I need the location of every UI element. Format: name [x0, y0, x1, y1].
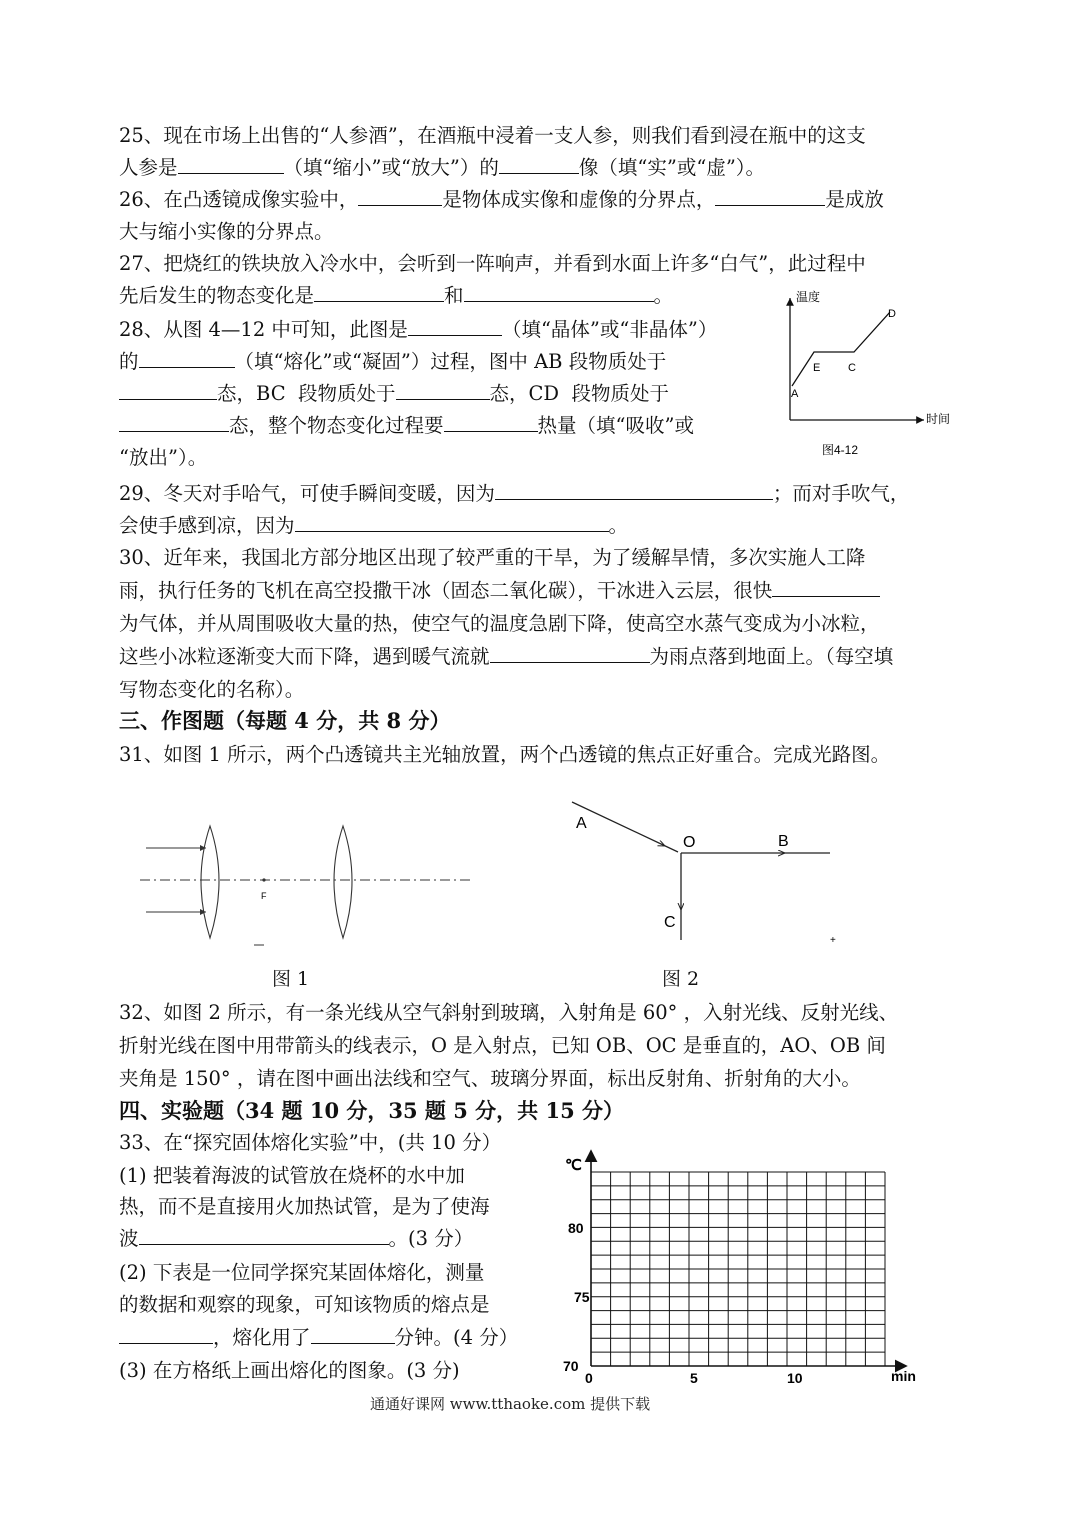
q25-line1: 25、现在市场上出售的“人参酒”，在酒瓶中浸着一支人参，则我们看到浸在瓶中的这支 — [119, 124, 866, 147]
q30-text: 为雨点落到地面上。（每空填 — [649, 645, 894, 668]
q33-line4 — [119, 1224, 473, 1254]
label-o: O — [683, 834, 696, 851]
q28-text: 态，BC 段物质处于 — [217, 382, 396, 405]
q30-line4 — [119, 642, 893, 672]
q30-text: 这些小冰粒逐渐变大而下降，遇到暖气流就 — [119, 645, 490, 668]
q30-text: 雨，执行任务的飞机在高空投撒干冰（固态二氧化碳），干冰进入云层，很快 — [119, 579, 773, 602]
focus-point — [262, 878, 265, 881]
q30-blank-1[interactable] — [772, 577, 880, 597]
q31-text: 31、如图 1 所示，两个凸透镜共主光轴放置，两个凸透镜的焦点正好重合。完成光路图。 — [119, 743, 891, 766]
q30-line3: 为气体，并从周围吸收大量的热，使空气的温度急剧下降，使高空水蒸气变成为小冰粒， — [119, 612, 880, 635]
q26-text: 26、在凸透镜成像实验中， — [119, 188, 359, 211]
figure-2-rays — [570, 800, 850, 950]
grid-lines — [591, 1172, 885, 1366]
figure-1-caption: 图 1 — [272, 968, 310, 990]
q28-blank-6[interactable] — [444, 412, 538, 432]
grid-x-label-0: 0 — [585, 1370, 593, 1386]
grid-y-unit: ℃ — [565, 1157, 582, 1174]
q26-line2: 大与缩小实像的分界点。 — [119, 220, 334, 243]
q27-text: 和 — [444, 284, 464, 307]
q29-blank-1[interactable] — [495, 480, 773, 500]
q33-line8: (3) 在方格纸上画出熔化的图象。(3 分) — [119, 1359, 460, 1382]
q28-text: 态，整个物态变化过程要 — [229, 414, 444, 437]
q28-text: （填“熔化”或“凝固”）过程，图中 AB 段物质处于 — [234, 350, 667, 373]
q26-blank-2[interactable] — [715, 186, 825, 206]
y-axis-label: 温度 — [796, 290, 821, 304]
point-e-label: E — [813, 362, 821, 374]
grid-y-label-75: 75 — [574, 1289, 590, 1305]
figure-1-lenses — [140, 820, 480, 960]
q28-text: 28、从图 4—12 中可知，此图是 — [119, 318, 408, 341]
q30-line1: 30、近年来，我国北方部分地区出现了较严重的干旱，为了缓解旱情，多次实施人工降 — [119, 546, 866, 569]
q25-text: 人参是 — [119, 156, 178, 179]
q29-text: ；而对手吹气， — [772, 482, 910, 505]
q27-line1: 27、把烧红的铁块放入冷水中，会听到一阵响声，并看到水面上许多“白气”，此过程中 — [119, 252, 866, 275]
grid-x-unit: min — [891, 1368, 916, 1384]
label-c: C — [664, 914, 676, 931]
q28-text: 的 — [119, 350, 139, 373]
q33-text: ，熔化用了 — [213, 1326, 311, 1349]
q33-line1: 33、在“探究固体熔化实验”中，(共 10 分） — [119, 1131, 502, 1154]
section-4-heading: 四、实验题（34 题 10 分，35 题 5 分，共 15 分） — [119, 1098, 624, 1123]
q25-blank-1[interactable] — [178, 154, 284, 174]
q32-line1: 32、如图 2 所示，有一条光线从空气斜射到玻璃，入射角是 60° ，入射光线、反射光线、 — [119, 1001, 899, 1024]
focus-label: F — [261, 891, 267, 901]
q33-line6: 的数据和观察的现象，可知该物质的熔点是 — [119, 1293, 490, 1316]
q29-line2 — [119, 511, 628, 541]
q26-blank-1[interactable] — [358, 186, 442, 206]
q27-blank-1[interactable] — [314, 282, 444, 302]
figure-caption: 图4-12 — [822, 443, 859, 457]
q28-text: 态，CD 段物质处于 — [489, 382, 669, 405]
q32-line3: 夹角是 150° ，请在图中画出法线和空气、玻璃分界面，标出反射角、折射角的大小。 — [119, 1067, 861, 1090]
q27-text: 。 — [653, 284, 674, 307]
q33-blank-2[interactable] — [119, 1324, 213, 1344]
q26-line1 — [119, 185, 884, 215]
section-3-heading: 三、作图题（每题 4 分，共 8 分） — [119, 708, 451, 733]
q28-line2 — [119, 347, 666, 377]
q27-text: 先后发生的物态变化是 — [119, 284, 315, 307]
lens-2 — [334, 826, 352, 938]
q29-line1 — [119, 479, 909, 509]
q33-blank-3[interactable] — [311, 1324, 395, 1344]
label-b: B — [778, 833, 789, 850]
q33-line3: 热，而不是直接用火加热试管，是为了使海 — [119, 1195, 490, 1218]
q26-text: 是成放 — [825, 188, 884, 211]
small-mark: + — [830, 935, 836, 946]
q28-text: 热量（填“吸收”或 — [537, 414, 694, 437]
q33-text: 。(3 分） — [388, 1227, 474, 1250]
figure-4-12 — [778, 290, 958, 460]
footer-watermark: 通通好课网 www.tthaoke.com 提供下载 — [370, 1395, 651, 1413]
q28-text: （填“晶体”或“非晶体”） — [501, 318, 718, 341]
graph-paper[interactable] — [555, 1148, 935, 1388]
q30-line5: 写物态变化的名称）。 — [119, 678, 305, 701]
q27-line2 — [119, 281, 673, 311]
lens-1 — [201, 826, 219, 938]
grid-y-label-80: 80 — [568, 1220, 584, 1236]
figure-2-caption: 图 2 — [662, 968, 700, 990]
q30-line2 — [119, 576, 880, 606]
q33-text: 分钟。(4 分） — [394, 1326, 519, 1349]
q33-line2: (1) 把装着海波的试管放在烧杯的水中加 — [119, 1164, 465, 1187]
q29-text: 29、冬天对手哈气，可使手瞬间变暖，因为 — [119, 482, 495, 505]
q33-blank-1[interactable] — [139, 1225, 389, 1245]
q28-line1 — [119, 315, 717, 345]
point-c-label: C — [848, 362, 856, 374]
grid-y-label-70: 70 — [563, 1358, 579, 1374]
q32-line2: 折射光线在图中用带箭头的线表示，O 是入射点，已知 OB、OC 是垂直的，AO、OB 间 — [119, 1034, 886, 1057]
q25-line2 — [119, 153, 765, 183]
q29-text: 会使手感到凉，因为 — [119, 514, 295, 537]
q28-blank-5[interactable] — [119, 412, 229, 432]
q33-line7 — [119, 1323, 518, 1353]
q25-text: （填“缩小”或“放大”）的 — [283, 156, 499, 179]
q25-text: 像（填“实”或“虚”）。 — [578, 156, 766, 179]
q28-line5: “放出”）。 — [119, 446, 208, 469]
point-d-label: D — [888, 308, 896, 320]
point-a-label: A — [791, 388, 799, 400]
q25-blank-2[interactable] — [499, 154, 579, 174]
q29-blank-2[interactable] — [295, 512, 609, 532]
q26-text: 是物体成实像和虚像的分界点， — [442, 188, 716, 211]
melting-curve — [792, 312, 890, 386]
q33-text: 波 — [119, 1227, 139, 1250]
q28-line4 — [119, 411, 694, 441]
grid-x-label-5: 5 — [690, 1370, 698, 1386]
q28-line3 — [119, 379, 669, 409]
q29-text: 。 — [608, 514, 629, 537]
x-axis-label: 时间 — [926, 412, 951, 426]
q28-blank-3[interactable] — [119, 380, 217, 400]
q28-blank-2[interactable] — [139, 348, 235, 368]
q27-blank-2[interactable] — [464, 282, 654, 302]
q28-blank-4[interactable] — [396, 380, 490, 400]
q30-blank-2[interactable] — [490, 643, 650, 663]
q33-line5: (2) 下表是一位同学探究某固体熔化，测量 — [119, 1261, 485, 1284]
q28-blank-1[interactable] — [408, 316, 502, 336]
label-a: A — [576, 815, 587, 832]
grid-x-label-10: 10 — [787, 1370, 803, 1386]
